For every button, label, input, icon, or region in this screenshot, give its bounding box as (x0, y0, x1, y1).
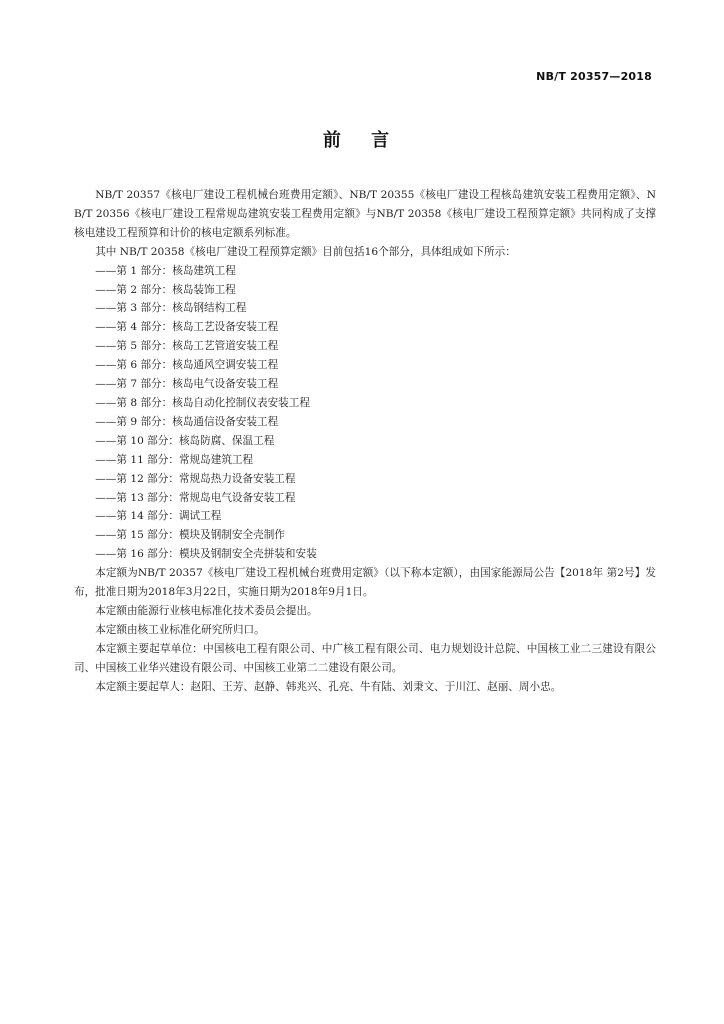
parts-list (74, 262, 656, 565)
drafting-units-paragraph: 本定额主要起草单位：中国核电工程有限公司、中广核工程有限公司、电力规划设计总院、中国核工业二三建设有限公司、中国核工业华兴建设有限公司、中国核工业第二二建设有限公司。 (74, 642, 656, 674)
intro-paragraph: 其中 NB/T 20358《核电厂建设工程预算定额》目前包括16个部分，具体组成如下所示： (95, 245, 516, 258)
administrator-paragraph: 本定额由核工业标准化研究所归口。 (95, 623, 265, 636)
part-list-item: ——第 12 部分：常规岛热力设备安装工程 (95, 472, 296, 485)
page-title: 前 言 (322, 130, 402, 151)
part-list-item: ——第 9 部分：核岛通信设备安装工程 (95, 415, 279, 428)
part-list-item: ——第 3 部分：核岛钢结构工程 (95, 302, 247, 315)
intro-paragraph: NB/T 20357《核电厂建设工程机械台班费用定额》、NB/T 20355《核电厂建设工程核岛建筑安装工程费用定额》、NB/T 20356《核电厂建设工程常规岛建筑安装工程费用定额》与NB/T 20358《核电厂建设工程预算定额》共同构成了支撑核电建设工程预算和计价的核电定额系列标准。 (74, 189, 656, 239)
part-list-item: ——第 5 部分：核岛工艺管道安装工程 (95, 340, 279, 353)
part-list-item: ——第 8 部分：核岛自动化控制仪表安装工程 (95, 396, 310, 409)
part-list-item: ——第 7 部分：核岛电气设备安装工程 (95, 378, 279, 391)
foreword-body (74, 186, 656, 696)
part-list-item: ——第 11 部分：常规岛建筑工程 (95, 453, 254, 466)
part-list-item: ——第 14 部分：调试工程 (95, 510, 222, 523)
part-list-item: ——第 2 部分：核岛装饰工程 (95, 283, 236, 296)
proposer-paragraph: 本定额由能源行业核电标准化技术委员会提出。 (95, 604, 318, 617)
publication-paragraph: 本定额为NB/T 20357《核电厂建设工程机械台班费用定额》（以下称本定额），由国家能源局公告【2018年 第2号】发布，批准日期为2018年3月22日，实施日期为2018年9月1日。 (74, 567, 656, 599)
drafters-paragraph: 本定额主要起草人：赵阳、王芳、赵静、韩兆兴、孔亮、牛有陆、刘秉文、于川江、赵丽、周小忠。 (95, 680, 562, 693)
part-list-item: ——第 15 部分：模块及钢制安全壳制作 (95, 529, 285, 542)
part-list-item: ——第 13 部分：常规岛电气设备安装工程 (95, 491, 296, 504)
part-list-item: ——第 1 部分：核岛建筑工程 (95, 264, 236, 277)
part-list-item: ——第 4 部分：核岛工艺设备安装工程 (95, 321, 279, 334)
standard-code-header: NB/T 20357—2018 (536, 70, 652, 83)
part-list-item: ——第 6 部分：核岛通风空调安装工程 (95, 359, 279, 372)
part-list-item: ——第 16 部分：模块及钢制安全壳拼装和安装 (95, 548, 317, 561)
part-list-item: ——第 10 部分：核岛防腐、保温工程 (95, 434, 275, 447)
